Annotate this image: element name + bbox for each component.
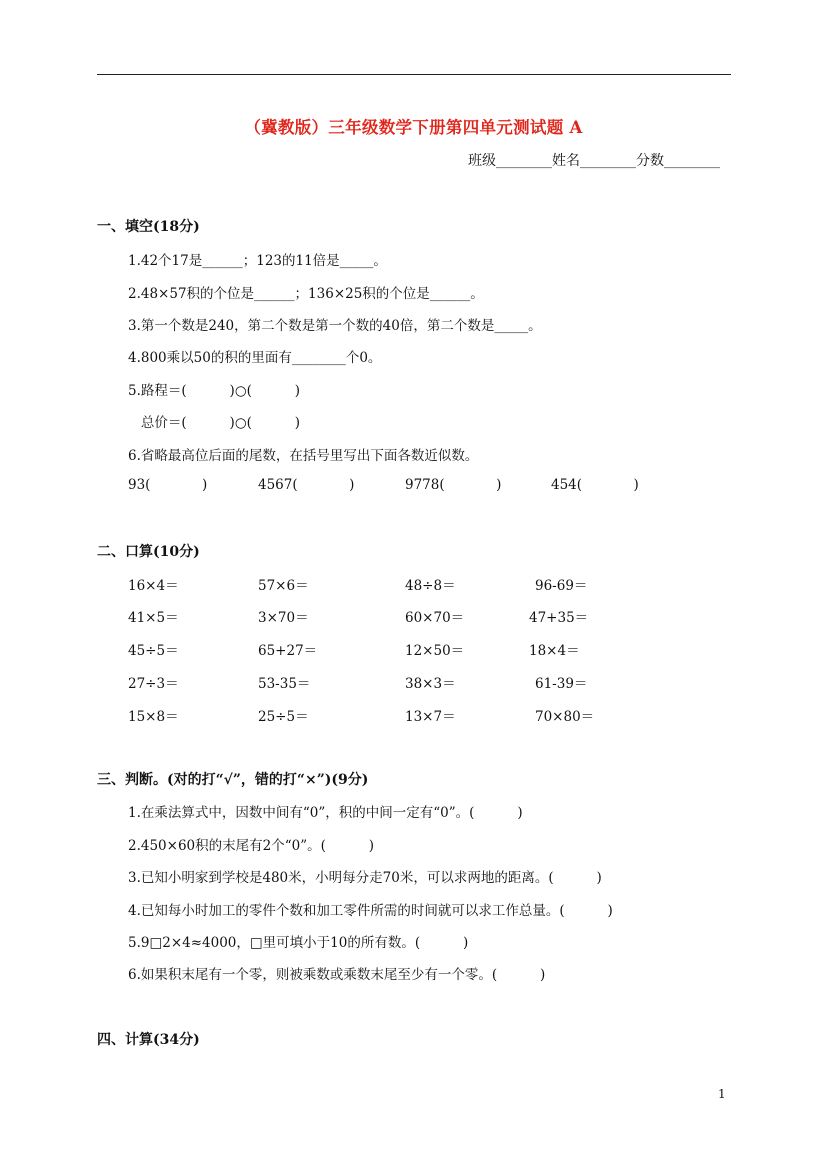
question-3-1: 1.在乘法算式中，因数中间有“0”，积的中间一定有“0”。( ) [128, 805, 523, 821]
question-1-5a: 5.路程＝( )○( ) [128, 383, 301, 399]
approx-item: 9778( ) [405, 477, 502, 493]
section-1-heading: 一、填空(18分) [97, 219, 200, 235]
oral-calc-item: 60×70＝ [405, 610, 465, 626]
page-number: 1 [718, 1087, 726, 1101]
oral-calc-item: 38×3＝ [405, 676, 456, 692]
oral-calc-item: 47+35＝ [529, 610, 589, 626]
oral-calc-item: 15×8＝ [128, 709, 179, 725]
oral-calc-item: 61-39＝ [535, 676, 588, 692]
question-1-5b: 总价＝( )○( ) [128, 415, 301, 431]
section-2-heading: 二、口算(10分) [97, 544, 200, 560]
question-3-5: 5.9□2×4≈4000，□里可填小于10的所有数。( ) [128, 935, 469, 951]
oral-calc-item: 41×5＝ [128, 610, 179, 626]
approx-item: 454( ) [551, 477, 639, 493]
header-rule [97, 74, 731, 75]
section-4-heading: 四、计算(34分) [97, 1032, 200, 1048]
section-3-heading: 三、判断。(对的打“√”，错的打“×”)(9分) [97, 772, 369, 788]
question-1-6: 6.省略最高位后面的尾数，在括号里写出下面各数近似数。 [128, 448, 479, 464]
oral-calc-item: 45÷5＝ [128, 643, 179, 659]
question-3-6: 6.如果积末尾有一个零，则被乘数或乘数末尾至少有一个零。( ) [128, 967, 546, 983]
oral-calc-item: 3×70＝ [258, 610, 309, 626]
oral-calc-item: 48÷8＝ [405, 578, 456, 594]
oral-calc-item: 12×50＝ [405, 643, 465, 659]
question-3-3: 3.已知小明家到学校是480米，小明每分走70米，可以求两地的距离。( ) [128, 870, 602, 886]
approx-item: 4567( ) [258, 477, 355, 493]
student-info-line: 班级________姓名________分数________ [468, 153, 720, 169]
oral-calc-item: 27÷3＝ [128, 676, 179, 692]
question-1-3: 3.第一个数是240，第二个数是第一个数的40倍，第二个数是_____。 [128, 318, 542, 334]
oral-calc-item: 57×6＝ [258, 578, 309, 594]
question-1-2: 2.48×57积的个位是______；136×25积的个位是______。 [128, 286, 484, 302]
question-3-2: 2.450×60积的末尾有2个“0”。( ) [128, 838, 375, 854]
oral-calc-item: 13×7＝ [405, 709, 456, 725]
oral-calc-item: 18×4＝ [529, 643, 580, 659]
oral-calc-item: 53-35＝ [258, 676, 311, 692]
oral-calc-item: 96-69＝ [535, 578, 588, 594]
approx-item: 93( ) [128, 477, 208, 493]
question-1-4: 4.800乘以50的积的里面有________个0。 [128, 350, 382, 366]
oral-calc-item: 70×80＝ [535, 709, 595, 725]
question-3-4: 4.已知每小时加工的零件个数和加工零件所需的时间就可以求工作总量。( ) [128, 903, 613, 919]
oral-calc-item: 65+27＝ [258, 643, 318, 659]
oral-calc-item: 16×4＝ [128, 578, 179, 594]
oral-calc-item: 25÷5＝ [258, 709, 309, 725]
question-1-1: 1.42个17是______；123的11倍是_____。 [128, 253, 387, 269]
page-title: （冀教版）三年级数学下册第四单元测试题 A [244, 118, 583, 137]
